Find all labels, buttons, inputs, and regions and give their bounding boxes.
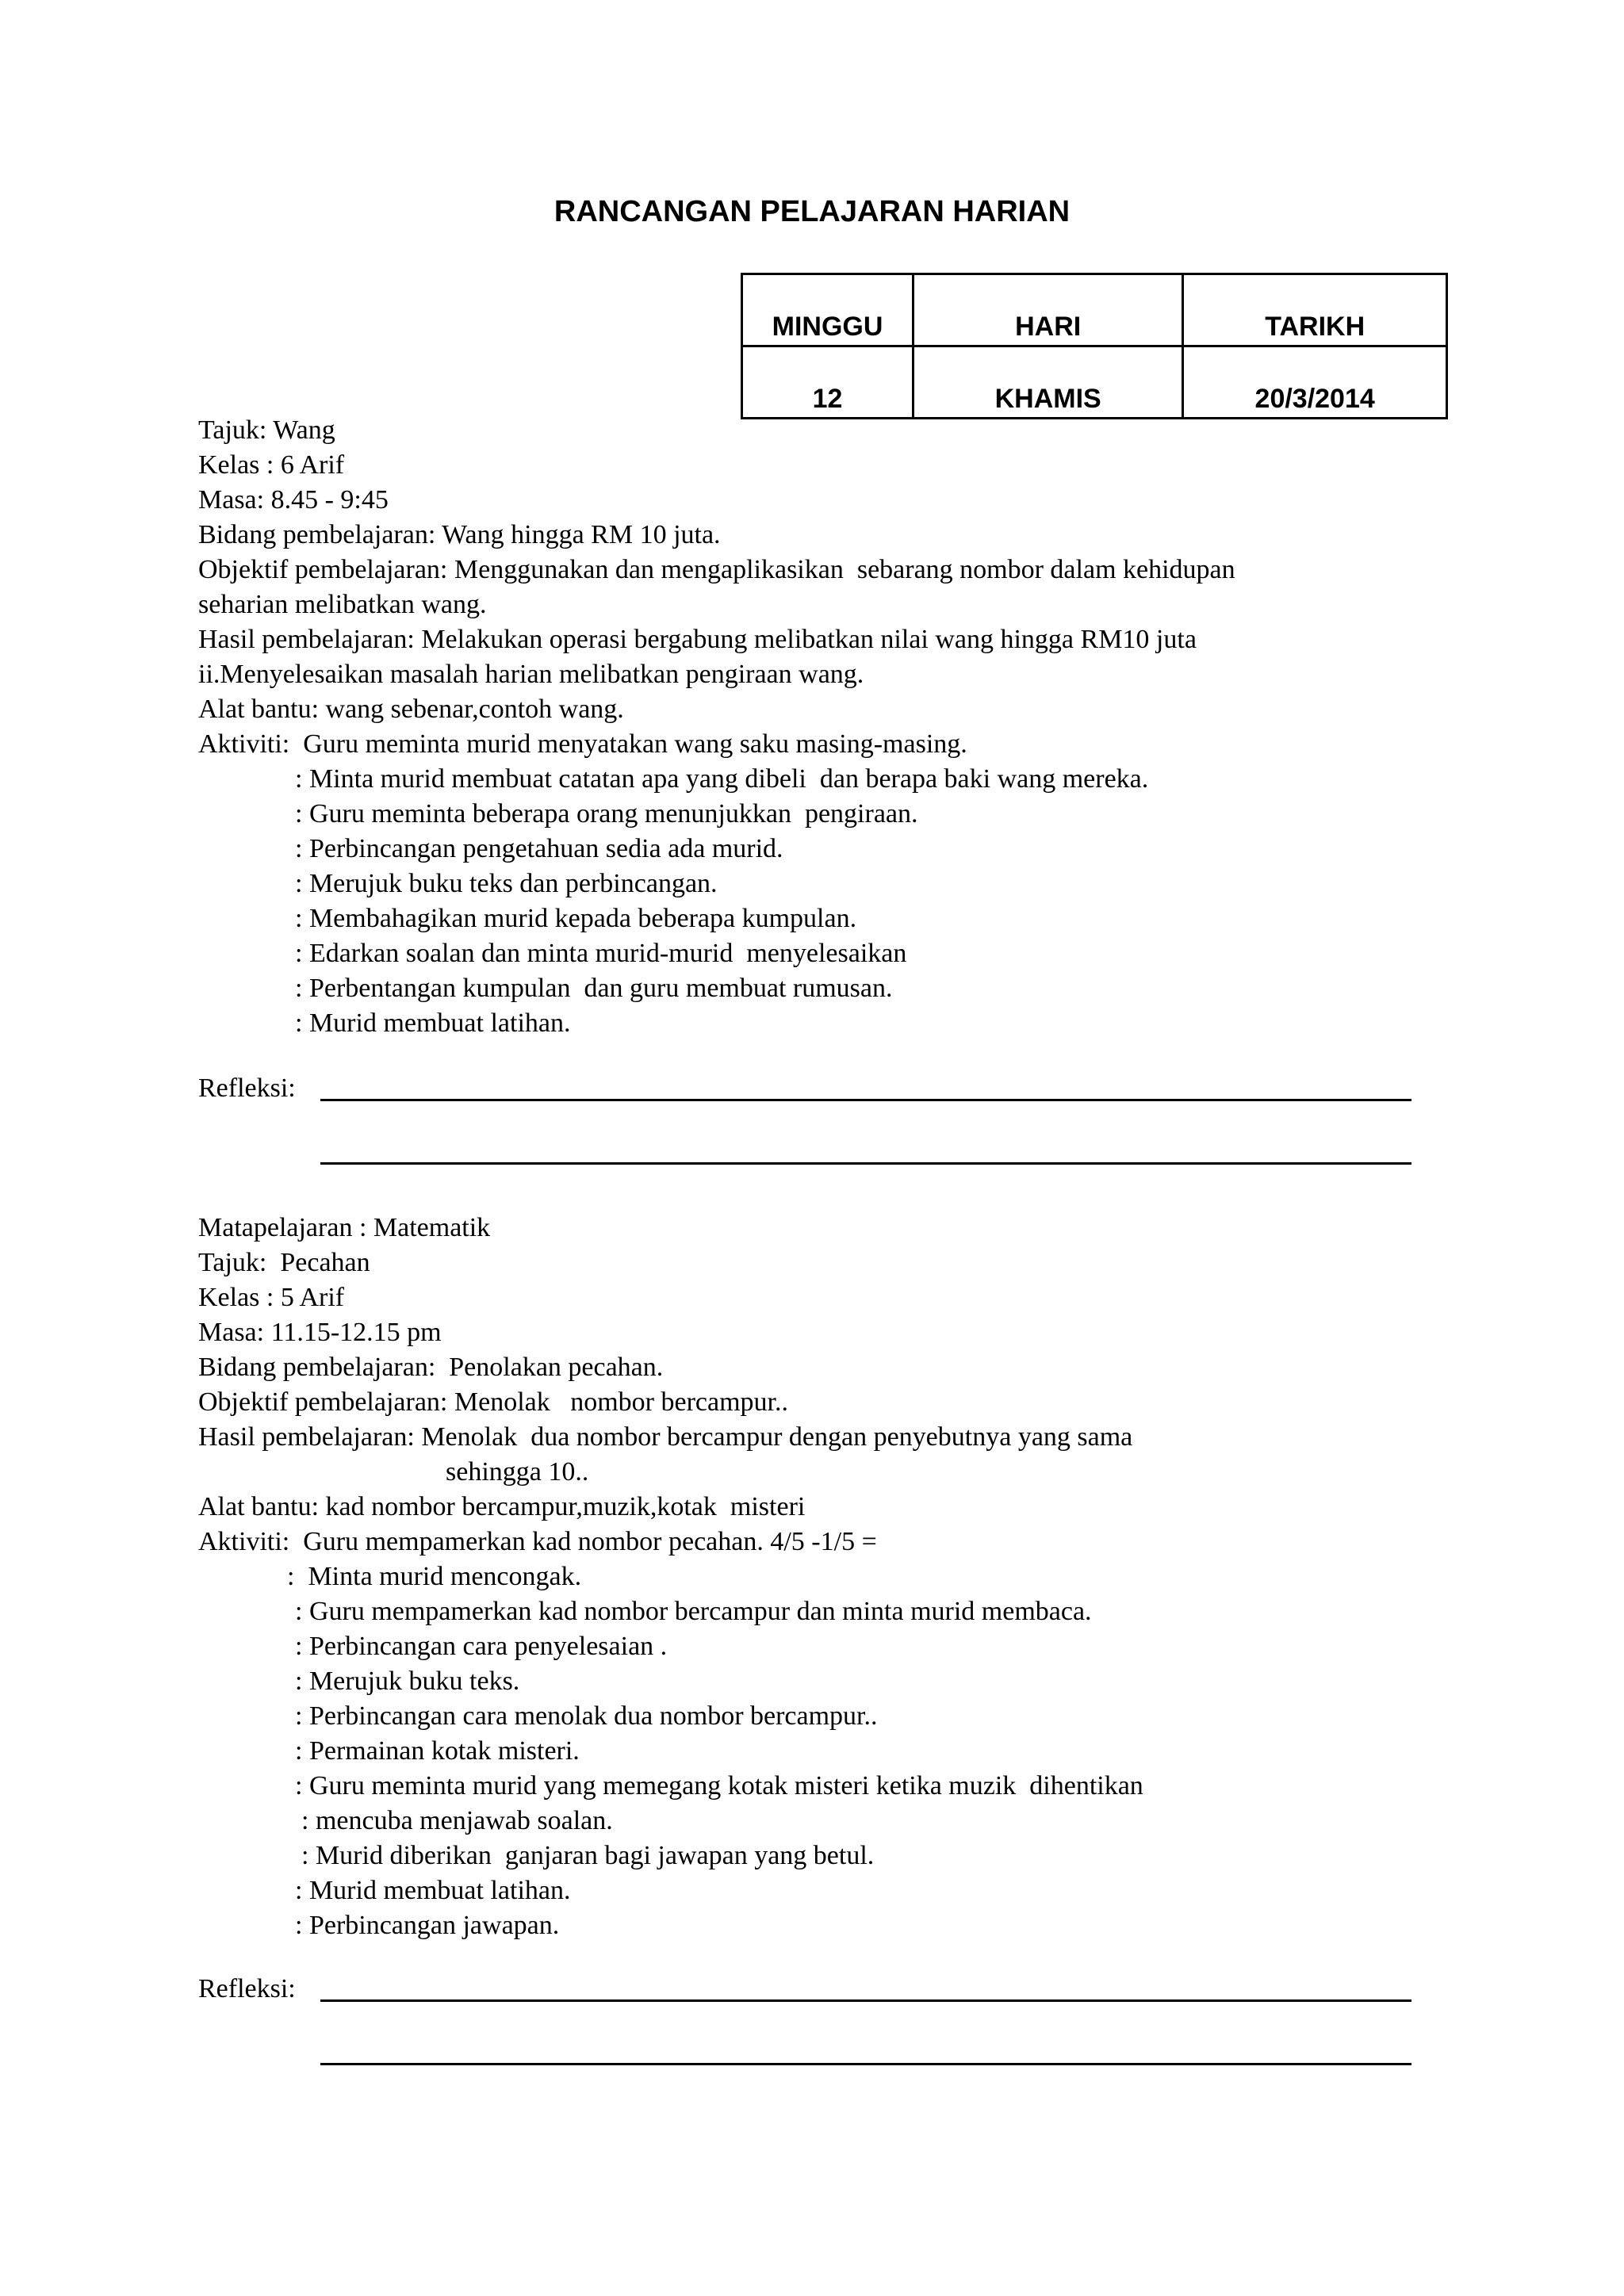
lesson2-hasil: Hasil pembelajaran: Menolak dua nombor bercampur dengan penyebutnya yang sama [198, 1422, 1133, 1452]
info-header-row [742, 274, 1447, 346]
lesson1-activity-item: : Perbincangan pengetahuan sedia ada murid. [295, 834, 783, 863]
lesson1-activity-item: : Merujuk buku teks dan perbincangan. [295, 869, 718, 898]
value-tarikh: 20/3/2014 [1183, 346, 1447, 419]
value-minggu: 12 [742, 346, 914, 419]
header-tarikh: TARIKH [1183, 274, 1447, 346]
lesson1-activity-item: : Minta murid membuat catatan apa yang dibeli dan berapa baki wang mereka. [295, 764, 1149, 794]
lesson1-hasil-cont: ii.Menyelesaikan masalah harian melibatkan pengiraan wang. [198, 660, 864, 689]
document-title: RANCANGAN PELAJARAN HARIAN [553, 195, 1071, 228]
lesson1-objektif: Objektif pembelajaran: Menggunakan dan mengaplikasikan sebarang nombor dalam kehidupan [198, 555, 1235, 584]
lesson1-kelas: Kelas : 6 Arif [198, 450, 345, 480]
lesson2-aktiviti: Aktiviti: Guru mempamerkan kad nombor pecahan. 4/5 -1/5 = [198, 1527, 877, 1556]
lesson1-objektif-cont: seharian melibatkan wang. [198, 590, 487, 619]
lesson2-activity-item: : Permainan kotak misteri. [295, 1736, 580, 1766]
lesson2-hasil-cont: sehingga 10.. [446, 1457, 589, 1487]
lesson2-activity-item: : Murid membuat latihan. [295, 1876, 571, 1905]
lesson2-tajuk: Tajuk: Pecahan [198, 1248, 370, 1277]
lesson2-activity-item: : Murid diberikan ganjaran bagi jawapan yang betul. [301, 1841, 875, 1870]
lesson1-activity-item: : Murid membuat latihan. [295, 1008, 571, 1038]
lesson2-alat-bantu: Alat bantu: kad nombor bercampur,muzik,kotak misteri [198, 1492, 806, 1521]
lesson2-activity-item: : mencuba menjawab soalan. [301, 1806, 613, 1835]
lesson1-refleksi-label: Refleksi: [198, 1073, 296, 1103]
info-value-row [742, 346, 1447, 419]
lesson2-activity-item: : Guru mempamerkan kad nombor bercampur dan minta murid membaca. [295, 1597, 1092, 1626]
lesson1-masa: Masa: 8.45 - 9:45 [198, 485, 389, 515]
lesson2-refleksi-line-2 [320, 2063, 1411, 2065]
lesson1-activity-item: : Membahagikan murid kepada beberapa kumpulan. [295, 904, 857, 933]
lesson2-activity-item: : Minta murid mencongak. [287, 1562, 582, 1591]
value-hari: KHAMIS [914, 346, 1183, 419]
lesson2-activity-item: : Perbincangan jawapan. [295, 1911, 560, 1940]
lesson2-objektif: Objektif pembelajaran: Menolak nombor bercampur.. [198, 1387, 788, 1417]
lesson1-alat-bantu: Alat bantu: wang sebenar,contoh wang. [198, 695, 624, 724]
lesson1-activity-item: : Edarkan soalan dan minta murid-murid menyelesaikan [295, 939, 907, 968]
lesson2-activity-item: : Perbincangan cara penyelesaian . [295, 1632, 668, 1661]
lesson1-hasil: Hasil pembelajaran: Melakukan operasi bergabung melibatkan nilai wang hingga RM10 juta [198, 625, 1197, 654]
lesson2-kelas: Kelas : 5 Arif [198, 1283, 345, 1312]
info-table [741, 273, 1448, 419]
lesson2-matapelajaran: Matapelajaran : Matematik [198, 1213, 491, 1242]
lesson1-activity-item: : Perbentangan kumpulan dan guru membuat rumusan. [295, 974, 893, 1003]
header-hari: HARI [914, 274, 1183, 346]
lesson2-refleksi-label: Refleksi: [198, 1974, 296, 2003]
lesson1-refleksi-line-2 [320, 1162, 1411, 1165]
lesson1-tajuk: Tajuk: Wang [198, 415, 335, 445]
lesson1-refleksi-line-1 [320, 1099, 1411, 1101]
lesson2-activity-item: : Perbincangan cara menolak dua nombor bercampur.. [295, 1701, 878, 1731]
lesson2-activity-item: : Guru meminta murid yang memegang kotak misteri ketika muzik dihentikan [295, 1771, 1143, 1800]
lesson2-masa: Masa: 11.15-12.15 pm [198, 1318, 442, 1347]
lesson2-refleksi-line-1 [320, 1999, 1411, 2002]
lesson1-activity-item: : Guru meminta beberapa orang menunjukkan pengiraan. [295, 799, 918, 828]
header-minggu: MINGGU [742, 274, 914, 346]
lesson2-activity-item: : Merujuk buku teks. [295, 1667, 520, 1696]
lesson1-bidang: Bidang pembelajaran: Wang hingga RM 10 juta. [198, 520, 721, 549]
lesson1-aktiviti: Aktiviti: Guru meminta murid menyatakan wang saku masing-masing. [198, 729, 967, 759]
lesson2-bidang: Bidang pembelajaran: Penolakan pecahan. [198, 1353, 664, 1382]
